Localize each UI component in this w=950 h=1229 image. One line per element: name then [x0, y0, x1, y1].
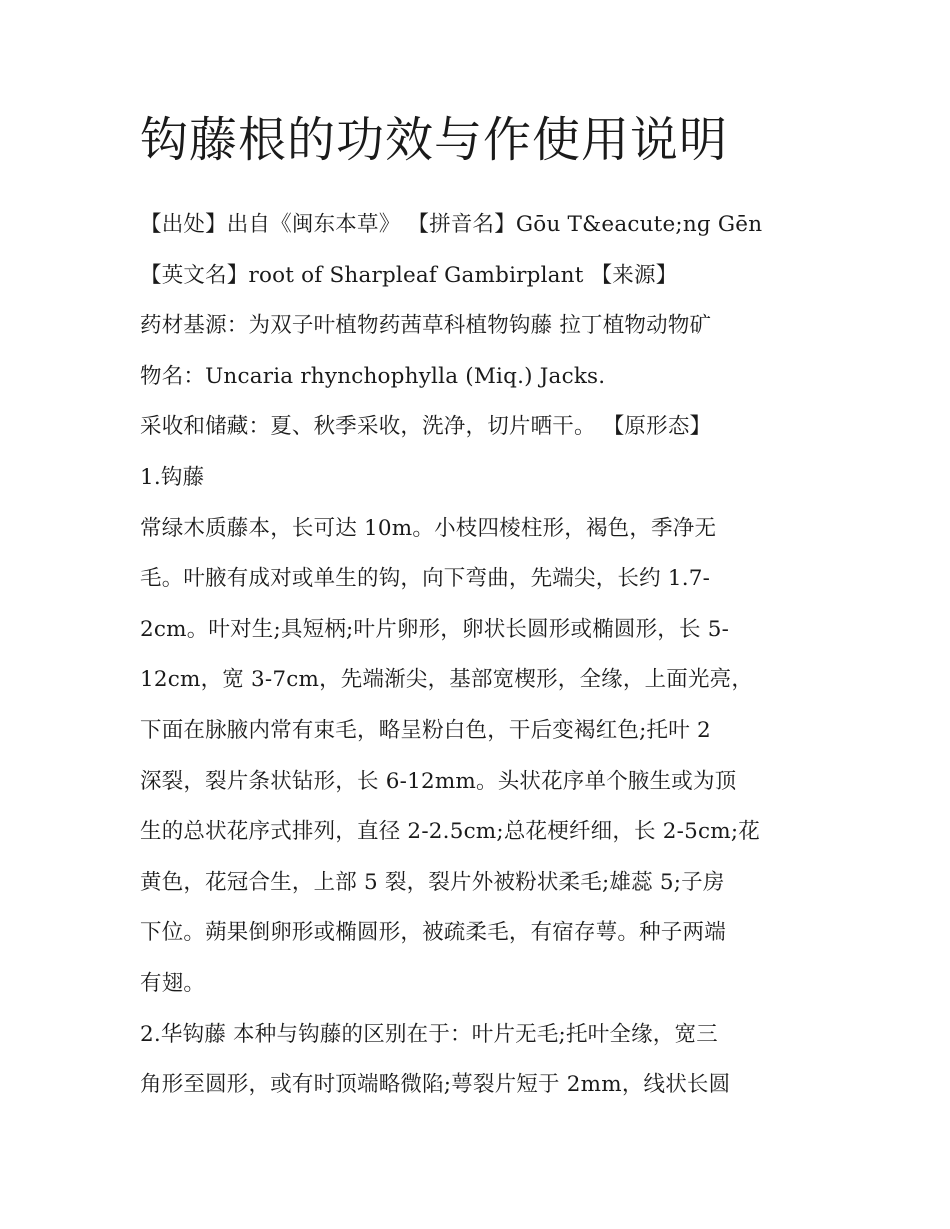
text-line-description: 角形至圆形，或有时顶端略微陷;萼裂片短于 2mm，线状长圆: [140, 1072, 731, 1098]
text-line-description: 下位。蒴果倒卵形或椭圆形，被疏柔毛，有宿存萼。种子两端: [140, 920, 726, 946]
text-line-source-pinyin: 【出处】出自《闽东本草》 【拼音名】Gōu T&eacute;nɡ Gēn: [140, 212, 763, 237]
text-line-harvest: 采收和储藏：夏、秋季采收，洗净，切片晒干。 【原形态】: [140, 414, 712, 440]
text-line-english-name: 【英文名】root of Sharpleaf Gambirplant 【来源】: [140, 262, 678, 288]
text-line-origin: 药材基源：为双子叶植物药茜草科植物钩藤 拉丁植物动物矿: [140, 313, 712, 339]
text-line-heading-2: 2.华钩藤 本种与钩藤的区别在于：叶片无毛;托叶全缘，宽三: [140, 1021, 718, 1047]
text-line-description: 12cm，宽 3-7cm，先端渐尖，基部宽楔形，全缘，上面光亮，: [140, 667, 754, 693]
text-line-description: 常绿木质藤本，长可达 10m。小枝四棱柱形，褐色，季净无: [140, 515, 717, 541]
text-line-description: 深裂，裂片条状钻形，长 6-12mm。头状花序单个腋生或为顶: [140, 768, 737, 794]
document-title: 钩藤根的功效与作使用说明: [140, 112, 729, 168]
text-line-description: 黄色，花冠合生，上部 5 裂，裂片外被粉状柔毛;雄蕊 5;子房: [140, 869, 725, 895]
text-line-description: 2cm。叶对生;具短柄;叶片卵形，卵状长圆形或椭圆形，长 5-: [140, 616, 730, 642]
text-line-description: 生的总状花序式排列，直径 2-2.5cm;总花梗纤细，长 2-5cm;花: [140, 819, 760, 845]
text-line-latin-name: 物名：Uncaria rhynchophylla (Miq.) Jacks.: [140, 363, 606, 389]
text-line-description: 毛。叶腋有成对或单生的钩，向下弯曲，先端尖，长约 1.7-: [140, 566, 711, 592]
document-body: [140, 200, 820, 1111]
text-line-description: 下面在脉腋内常有束毛，略呈粉白色，干后变褐红色;托叶 2: [140, 717, 711, 743]
text-line-description: 有翅。: [140, 970, 206, 996]
text-line-heading-1: 1.钩藤: [140, 464, 205, 490]
